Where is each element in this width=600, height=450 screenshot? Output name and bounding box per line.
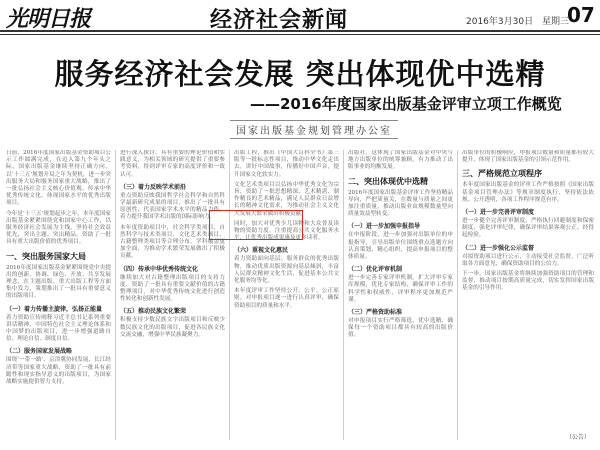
section-title: 经济社会新闻 xyxy=(210,8,349,33)
section-heading: （一）进一步完善评审制度 xyxy=(462,209,535,217)
paragraph: 着力资助面向基层、服务群众的优秀出版物，推动优质出版资源向基层倾斜，丰富人民群众精神文化生活，促进基本公共文化服务均等化。 xyxy=(234,256,339,285)
paragraph: 继续加大对古籍整理出版项目的支持力度，资助了一批具有重要文献价值的古籍整理项目，对中华优秀传统文化进行创造性转化和创新性发展。 xyxy=(120,274,225,303)
paragraph: 今年是‘十三五’规划起步之年，本年度国家出版基金紧紧围绕党和国家中心工作，以服务经济社会发展为主线，坚持社会效益优先，突出主题、突出精品，资助了一批具有重大出版价值的优秀项目。 xyxy=(6,210,111,246)
section-heading: （二）优化评审机制 xyxy=(348,266,403,274)
newspaper-logo: 光明日报 xyxy=(6,6,91,32)
section-heading: （三）严格资助标准 xyxy=(348,309,403,317)
section-heading: （二）服务国家发展战略 xyxy=(6,348,73,356)
masthead-rule xyxy=(0,30,600,32)
paragraph: 进一步完善专家评审机制，扩大评审专家库规模，优化专家结构，确保评审工作的科学性和权威性，评审程序更加规范严谨。 xyxy=(348,275,453,303)
section-heading: （三）着力反映学术前沿 xyxy=(120,183,187,191)
section-heading: （五）推动民族文化繁荣 xyxy=(120,308,187,316)
section-heading: 三、严格规范立项程序 xyxy=(462,169,542,179)
paragraph: 文化艺术类项目以弘扬中华优秀文化为宗旨，资助了一批思想精深、艺术精湛、制作精良的艺术精品，满足人民群众日益增长的精神文化需求，为推动社会主义文化大发展大繁荣做出积极贡献。 xyxy=(234,181,339,217)
paragraph: 下一步，国家出版基金将继续加强资助项目的管理和监督，推动项目按期高质量完成，切实发挥国家出版基金的引导作用。 xyxy=(462,271,594,292)
column-divider xyxy=(343,150,344,440)
article-column-3 xyxy=(234,150,339,440)
page-number: 07 xyxy=(567,3,595,27)
paragraph: 2016年度国家出版基金评审工作坚持精品导向，严把质量关，在数量与质量之间更加注重质量，推动出版业由规模数量型向质量效益型转变。 xyxy=(348,189,453,218)
section-heading: （六）重视文化惠民 xyxy=(234,247,289,255)
masthead-rule-thin xyxy=(0,34,600,35)
paragraph: 本年度资助项目中，社会科学类项目、自然科学与技术类项目、文化艺术类项目、古籍整理类项目等合理分布，学科覆盖更加全面，为推动学术繁荣发展做出了积极贡献。 xyxy=(120,224,225,260)
section-heading: （一）着力传播主旋律，弘扬正能量 xyxy=(6,305,103,313)
paragraph: 进一步健全完善评审制度，严格执行回避制度和保密制度，强化评审纪律，确保评审结果客观公正、经得起检验。 xyxy=(462,218,594,239)
paragraph: 出版社，这体现了国家出版基金对中央与地方出版单位的统筹兼顾，有力推动了出版事业的均衡发展。 xyxy=(348,150,453,171)
section-heading: （二）进一步强化公示监督 xyxy=(462,244,535,252)
masthead xyxy=(0,0,600,33)
section-heading: （四）传承中华优秀传统文化 xyxy=(120,265,199,273)
paragraph: 在申报阶段，进一步加强对出版单位的申报指导，引导出版单位围绕重点选题方向认真策划、精心组织，提高申报项目的整体质量。 xyxy=(348,232,453,261)
paragraph: 本年度评审工作坚持公开、公平、公正原则，对申报项目逐一进行认真评审，确保资助项目的质量和水平。 xyxy=(234,288,339,309)
column-divider xyxy=(229,150,230,440)
article-column-5 xyxy=(462,150,594,440)
column-divider xyxy=(457,150,458,440)
paragraph: 出版单位的积极响应，申报项目数量和质量都有较大提升，体现了国家出版基金的引领示范作用。 xyxy=(462,150,594,164)
section-heading: 二、突出体现优中选精 xyxy=(348,176,428,186)
highlight-box xyxy=(209,210,303,240)
article-column-4 xyxy=(348,150,453,440)
section-heading: （一）进一步加强申报指导 xyxy=(348,223,421,231)
paragraph: 进行深入探讨，具有重要的理论价值和实践意义，为相关领域的研究提供了重要参考资料，得到评审专家的高度评价和一致认可。 xyxy=(120,150,225,178)
paragraph: 对申报项目实行严格筛选，优中选精，确保每一个资助项目都具有较高的出版价值。 xyxy=(348,318,453,339)
date-text: 2016年3月30日 xyxy=(466,17,534,27)
article-subhead: ——2016年度国家出版基金评审立项工作概览 xyxy=(250,95,562,113)
issue-date xyxy=(466,14,575,27)
article-column-2 xyxy=(120,150,225,440)
article-byline: 国家出版基金规划管理办公室 xyxy=(230,120,398,139)
paragraph: 着力资助宣传阐释习近平总书记系列重要讲话精神、中国特色社会主义理论体系和中国梦的出版项目，进一步增强道路自信、理论自信、制度自信。 xyxy=(6,314,111,343)
article-column-1 xyxy=(6,150,111,440)
section-heading: 一、突出服务国家大局 xyxy=(6,251,86,261)
column-divider xyxy=(115,150,116,440)
paragraph: 出版工程，推出《中国大百科全书》第三版等一批标志性项目，推动中华文化走出去，讲好中国故事，传播好中国声音，提升国家文化软实力。 xyxy=(234,150,339,178)
paragraph: 同时，加大对优秀少儿读物和大众普及读物的资助力度，注重提高公共文化服务水平，让优秀出版成果惠及更多读者。 xyxy=(234,220,339,242)
paragraph: 日前，2016年度国家出版基金资助项目公示工作圆满完成，在迈入第九个年头之际，国家出版基金继续坚持正确方向，以‘十三五’规划开局之年为契机，进一步突出服务大局和服务国家重大战略，推出了一批弘扬社会主义核心价值观、传承中华优秀传统文化、体现国家水平的优秀出版项目。 xyxy=(6,150,111,207)
paragraph: 围绕‘一带一路’、京津冀协同发展、长江经济带等国家重大战略，资助了一批具有前瞻性和现实指导意义的出版项目，为国家战略实施提供智力支持。 xyxy=(6,357,111,386)
paragraph: 积极支持少数民族文字出版项目和反映少数民族文化的出版项目，促进各民族文化交流交融，增强中华民族凝聚力。 xyxy=(120,317,225,338)
article-headline: 服务经济社会发展 突出体现优中选精 xyxy=(54,57,546,91)
paragraph: 重点资助反映我国哲学社会科学和自然科学最新研究成果的项目，推出了一批具有原创性、代表国家学术水平的精品力作，着力提升我国学术出版的国际影响力。 xyxy=(120,192,225,221)
article-credit: （公告） xyxy=(566,434,591,441)
paragraph: 对拟资助项目进行公示，主动接受社会监督，广泛听取各方面意见，确保资助项目的公信力。 xyxy=(462,253,594,267)
weekday-text: 星期三 xyxy=(541,17,569,27)
paragraph: 2016年度国家出版基金紧紧围绕党中央提出的创新、协调、绿色、开放、共享发展理念，在主题出版、重大出版工程等方面集中发力，策划推出了一批具有重要意义的出版项目。 xyxy=(6,264,111,300)
paragraph: 本年度国家出版基金的评审工作严格按照《国家出版基金项目管理办法》等规章制度执行，坚持依法依规、公开透明，各项工作程序规范有序。 xyxy=(462,182,594,203)
